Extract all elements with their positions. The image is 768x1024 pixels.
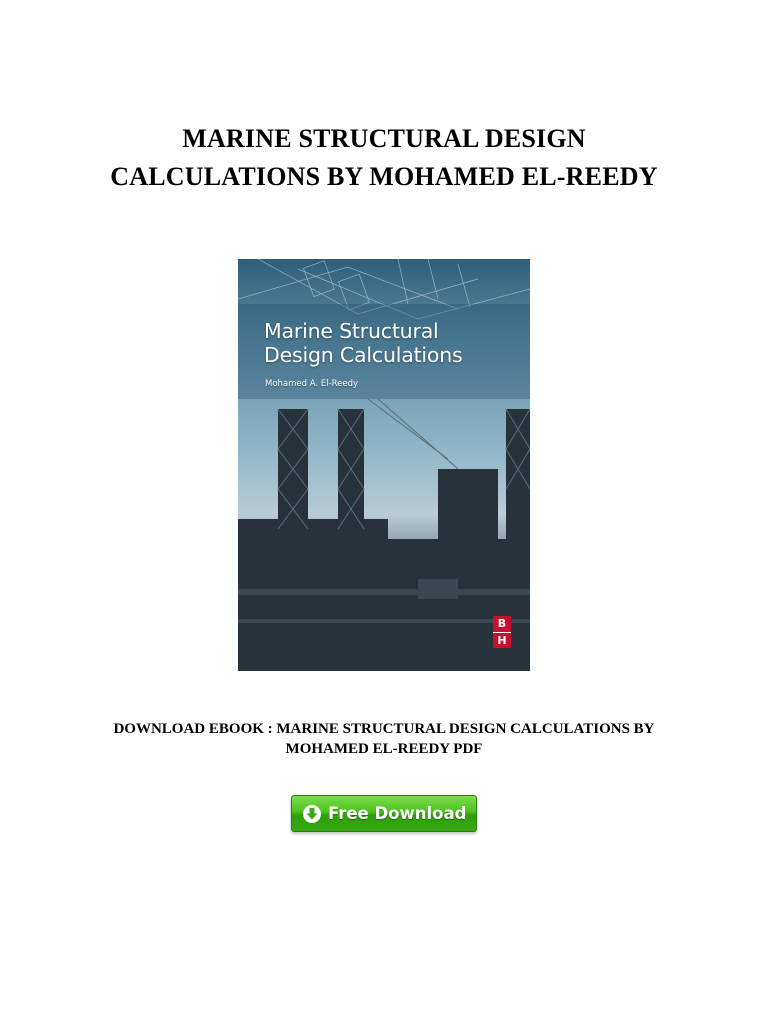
publisher-logo	[493, 616, 511, 648]
download-description-line-1: DOWNLOAD EBOOK : MARINE STRUCTURAL DESIGN CALCULATIONS BY	[113, 721, 655, 737]
publisher-logo-letter-h: H	[497, 634, 507, 647]
publisher-logo-letter-b: B	[493, 616, 511, 633]
book-cover-image	[238, 259, 530, 671]
download-description	[60, 719, 708, 759]
page-title-line-1: MARINE STRUCTURAL DESIGN	[182, 124, 586, 153]
download-arrow-icon	[302, 804, 322, 824]
cover-title	[264, 319, 463, 367]
download-description-line-2: MOHAMED EL-REEDY PDF	[285, 741, 483, 757]
cover-author: Mohamed A. El-Reedy	[265, 379, 359, 389]
page-title	[40, 120, 728, 196]
free-download-label: Free Download	[328, 804, 467, 823]
cover-title-line-2: Design Calculations	[264, 343, 463, 367]
free-download-button[interactable]	[291, 795, 477, 832]
cover-title-line-1: Marine Structural	[264, 319, 439, 343]
page-title-line-2: CALCULATIONS BY MOHAMED EL-REEDY	[110, 162, 658, 191]
